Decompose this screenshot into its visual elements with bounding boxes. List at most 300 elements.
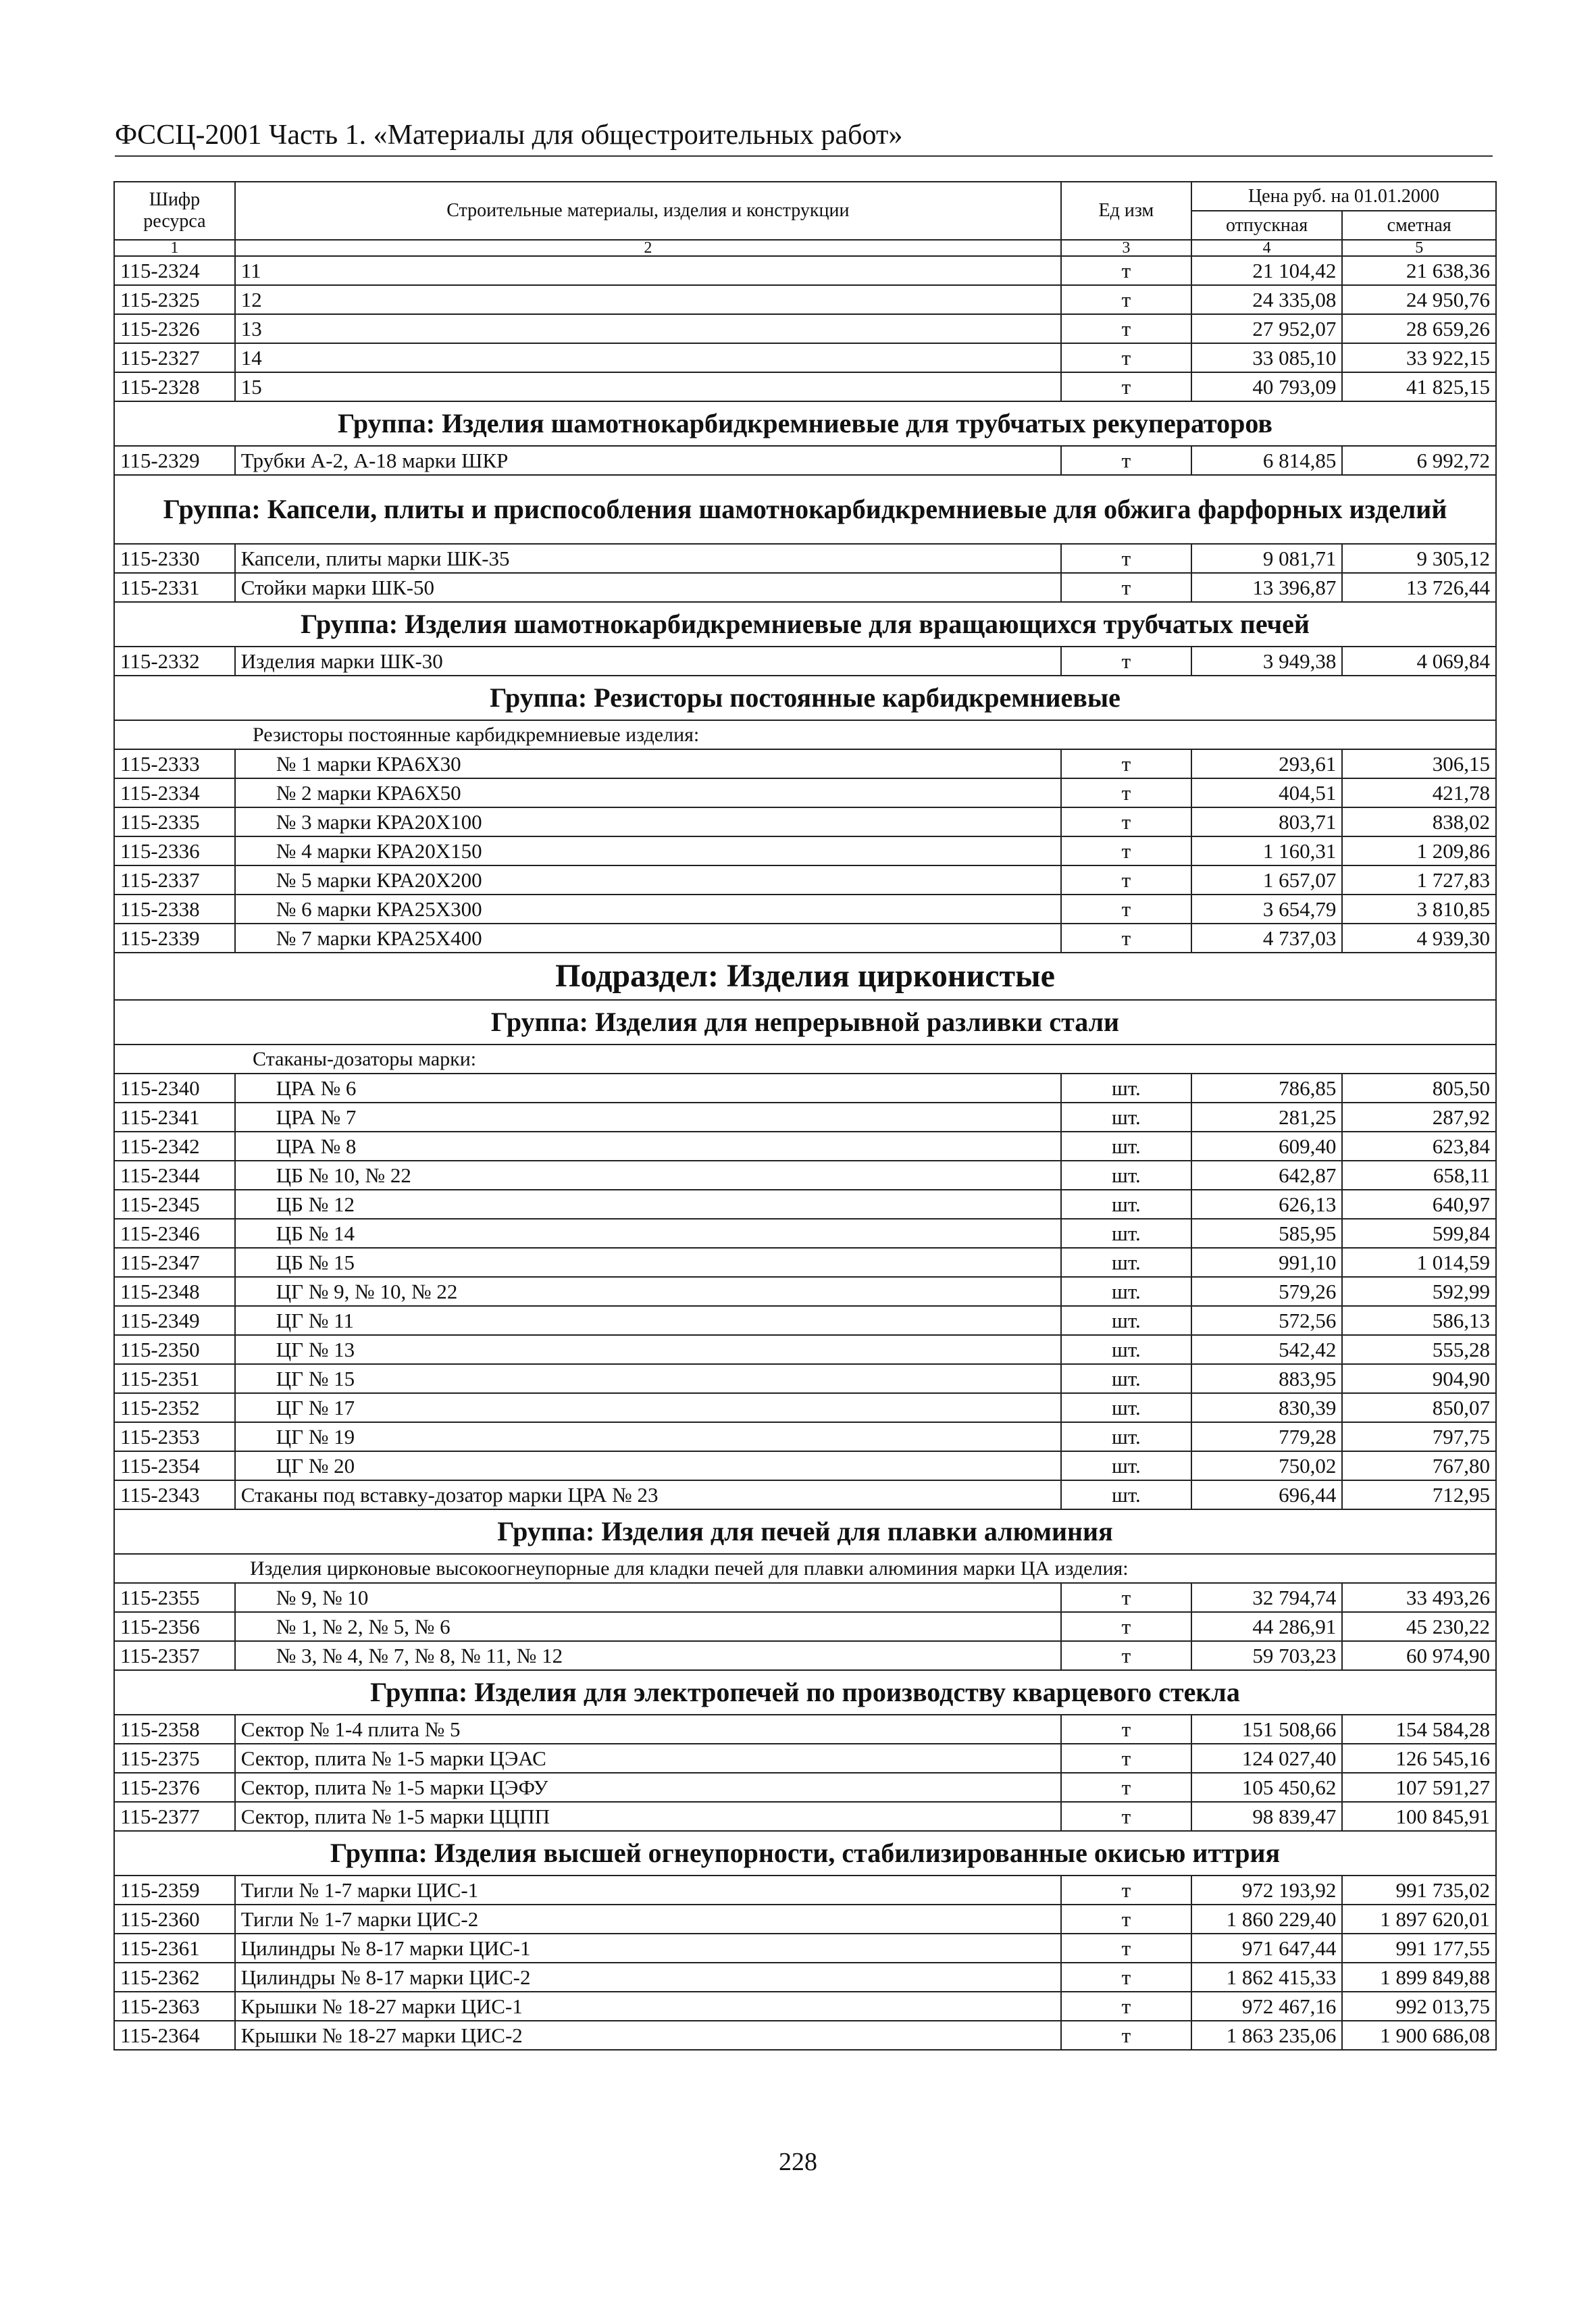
table-row: [114, 1161, 1496, 1190]
price-release: 642,87: [1191, 1161, 1342, 1190]
price-release: 579,26: [1191, 1277, 1342, 1306]
price-release: 779,28: [1191, 1422, 1342, 1451]
table-row: [114, 544, 1496, 573]
table-row: [114, 1963, 1496, 1992]
unit: шт.: [1061, 1480, 1191, 1509]
unit: т: [1061, 372, 1191, 401]
group-row: [114, 1670, 1496, 1715]
subsection-row: [114, 953, 1496, 1000]
price-estimate: 60 974,90: [1342, 1641, 1496, 1670]
resource-code: 115-2348: [114, 1277, 235, 1306]
group-title: Группа: Изделия шамотнокарбидкремниевые для вращающихся трубчатых печей: [114, 602, 1496, 647]
group-title: Группа: Изделия высшей огнеупорности, стабилизированные окисью иттрия: [114, 1831, 1496, 1876]
price-release: 572,56: [1191, 1306, 1342, 1335]
price-estimate: 4 939,30: [1342, 924, 1496, 953]
unit: шт.: [1061, 1190, 1191, 1219]
unit: т: [1061, 544, 1191, 573]
unit: шт.: [1061, 1364, 1191, 1393]
resource-code: 115-2360: [114, 1905, 235, 1934]
group-title: Группа: Изделия для электропечей по производству кварцевого стекла: [114, 1670, 1496, 1715]
table-row: [114, 1306, 1496, 1335]
price-estimate: 1 897 620,01: [1342, 1905, 1496, 1934]
group-row: [114, 401, 1496, 446]
material-name: Стойки марки ШК-50: [235, 573, 1061, 602]
table-row: [114, 1422, 1496, 1451]
unit: т: [1061, 1934, 1191, 1963]
price-estimate: 41 825,15: [1342, 372, 1496, 401]
price-release: 696,44: [1191, 1480, 1342, 1509]
resource-code: 115-2333: [114, 749, 235, 778]
material-name: ЦБ № 15: [235, 1248, 1061, 1277]
price-estimate: 992 013,75: [1342, 1992, 1496, 2021]
unit: т: [1061, 285, 1191, 314]
resource-code: 115-2358: [114, 1715, 235, 1744]
price-estimate: 658,11: [1342, 1161, 1496, 1190]
price-release: 3 949,38: [1191, 647, 1342, 676]
table-row: [114, 1103, 1496, 1132]
price-estimate: 712,95: [1342, 1480, 1496, 1509]
unit: т: [1061, 836, 1191, 865]
group-row: [114, 676, 1496, 720]
unit: т: [1061, 1963, 1191, 1992]
resource-code: 115-2347: [114, 1248, 235, 1277]
group-title: Группа: Капсели, плиты и приспособления шамотнокарбидкремниевые для обжига фарфорных изделий: [114, 475, 1496, 544]
resource-code: 115-2362: [114, 1963, 235, 1992]
price-estimate: 640,97: [1342, 1190, 1496, 1219]
price-release: 972 193,92: [1191, 1876, 1342, 1905]
group-title: Группа: Изделия шамотнокарбидкремниевые для трубчатых рекуператоров: [114, 401, 1496, 446]
price-estimate: 767,80: [1342, 1451, 1496, 1480]
material-name: ЦГ № 13: [235, 1335, 1061, 1364]
table-row: [114, 285, 1496, 314]
price-release: 44 286,91: [1191, 1612, 1342, 1641]
table-row: [114, 372, 1496, 401]
resource-code: 115-2342: [114, 1132, 235, 1161]
table-row: [114, 895, 1496, 924]
resource-code: 115-2334: [114, 778, 235, 807]
group-row: [114, 1000, 1496, 1045]
resource-code: 115-2377: [114, 1802, 235, 1831]
note-row: [114, 1554, 1496, 1583]
material-name: № 4 марки КРА20Х150: [235, 836, 1061, 865]
price-estimate: 287,92: [1342, 1103, 1496, 1132]
material-name: № 3 марки КРА20Х100: [235, 807, 1061, 836]
price-estimate: 592,99: [1342, 1277, 1496, 1306]
resource-code: 115-2330: [114, 544, 235, 573]
material-name: ЦГ № 15: [235, 1364, 1061, 1393]
price-estimate: 586,13: [1342, 1306, 1496, 1335]
price-estimate: 1 014,59: [1342, 1248, 1496, 1277]
resource-code: 115-2364: [114, 2021, 235, 2050]
price-release: 13 396,87: [1191, 573, 1342, 602]
table-row: [114, 446, 1496, 475]
resource-code: 115-2356: [114, 1612, 235, 1641]
price-estimate: 28 659,26: [1342, 314, 1496, 343]
unit: шт.: [1061, 1451, 1191, 1480]
table-row: [114, 1744, 1496, 1773]
unit: т: [1061, 1876, 1191, 1905]
table-row: [114, 778, 1496, 807]
price-release: 626,13: [1191, 1190, 1342, 1219]
material-name: 11: [235, 256, 1061, 285]
material-name: 15: [235, 372, 1061, 401]
resource-code: 115-2325: [114, 285, 235, 314]
price-release: 3 654,79: [1191, 895, 1342, 924]
unit: т: [1061, 924, 1191, 953]
resource-code: 115-2341: [114, 1103, 235, 1132]
unit: шт.: [1061, 1248, 1191, 1277]
material-name: № 7 марки КРА25Х400: [235, 924, 1061, 953]
resource-code: 115-2353: [114, 1422, 235, 1451]
price-release: 972 467,16: [1191, 1992, 1342, 2021]
unit: т: [1061, 1802, 1191, 1831]
table-row: [114, 573, 1496, 602]
material-name: ЦБ № 12: [235, 1190, 1061, 1219]
price-release: 27 952,07: [1191, 314, 1342, 343]
price-estimate: 107 591,27: [1342, 1773, 1496, 1802]
price-release: 542,42: [1191, 1335, 1342, 1364]
col-header-price-estimate: сметная: [1342, 211, 1496, 240]
table-row: [114, 343, 1496, 372]
table-body: [114, 256, 1496, 2050]
material-name: ЦРА № 6: [235, 1074, 1061, 1103]
material-name: Сектор, плита № 1-5 марки ЦЭАС: [235, 1744, 1061, 1773]
group-title: Группа: Изделия для печей для плавки алюминия: [114, 1509, 1496, 1554]
resource-code: 115-2335: [114, 807, 235, 836]
resource-code: 115-2354: [114, 1451, 235, 1480]
unit: т: [1061, 1905, 1191, 1934]
resource-code: 115-2351: [114, 1364, 235, 1393]
group-row: [114, 475, 1496, 544]
price-release: 281,25: [1191, 1103, 1342, 1132]
resource-code: 115-2336: [114, 836, 235, 865]
resource-code: 115-2328: [114, 372, 235, 401]
unit: т: [1061, 2021, 1191, 2050]
table-row: [114, 1451, 1496, 1480]
material-name: ЦГ № 19: [235, 1422, 1061, 1451]
table-row: [114, 1219, 1496, 1248]
table-row: [114, 1934, 1496, 1963]
price-estimate: 306,15: [1342, 749, 1496, 778]
price-release: 1 657,07: [1191, 865, 1342, 895]
price-estimate: 1 209,86: [1342, 836, 1496, 865]
material-name: ЦГ № 20: [235, 1451, 1061, 1480]
table-row: [114, 865, 1496, 895]
table-row: [114, 1132, 1496, 1161]
resource-code: 115-2324: [114, 256, 235, 285]
group-row: [114, 1509, 1496, 1554]
price-release: 59 703,23: [1191, 1641, 1342, 1670]
price-estimate: 623,84: [1342, 1132, 1496, 1161]
price-estimate: 1 899 849,88: [1342, 1963, 1496, 1992]
material-name: Сектор, плита № 1-5 марки ЦЦПП: [235, 1802, 1061, 1831]
price-estimate: 13 726,44: [1342, 573, 1496, 602]
material-name: Крышки № 18-27 марки ЦИС-2: [235, 2021, 1061, 2050]
material-name: 13: [235, 314, 1061, 343]
price-release: 1 863 235,06: [1191, 2021, 1342, 2050]
price-release: 33 085,10: [1191, 343, 1342, 372]
note-text: Изделия цирконовые высокоогнеупорные для кладки печей для плавки алюминия марки ЦА изделия:: [114, 1554, 1496, 1583]
resource-code: 115-2375: [114, 1744, 235, 1773]
price-release: 4 737,03: [1191, 924, 1342, 953]
table-row: [114, 1393, 1496, 1422]
material-name: ЦГ № 11: [235, 1306, 1061, 1335]
unit: т: [1061, 1612, 1191, 1641]
table-row: [114, 1612, 1496, 1641]
table-row: [114, 1641, 1496, 1670]
price-release: 786,85: [1191, 1074, 1342, 1103]
price-release: 991,10: [1191, 1248, 1342, 1277]
price-estimate: 4 069,84: [1342, 647, 1496, 676]
unit: т: [1061, 573, 1191, 602]
resource-code: 115-2345: [114, 1190, 235, 1219]
price-estimate: 6 992,72: [1342, 446, 1496, 475]
price-release: 151 508,66: [1191, 1715, 1342, 1744]
price-release: 1 862 415,33: [1191, 1963, 1342, 1992]
table-row: [114, 1876, 1496, 1905]
price-estimate: 838,02: [1342, 807, 1496, 836]
price-release: 803,71: [1191, 807, 1342, 836]
note-text: Резисторы постоянные карбидкремниевые изделия:: [114, 720, 1496, 749]
table-row: [114, 647, 1496, 676]
price-estimate: 154 584,28: [1342, 1715, 1496, 1744]
resource-code: 115-2343: [114, 1480, 235, 1509]
page-header: ФССЦ-2001 Часть 1. «Материалы для общестроительных работ»: [115, 116, 1493, 157]
price-estimate: 904,90: [1342, 1364, 1496, 1393]
material-name: № 1 марки КРА6Х30: [235, 749, 1061, 778]
resource-code: 115-2338: [114, 895, 235, 924]
unit: шт.: [1061, 1161, 1191, 1190]
price-estimate: 555,28: [1342, 1335, 1496, 1364]
table-row: [114, 1715, 1496, 1744]
unit: т: [1061, 865, 1191, 895]
material-name: Тигли № 1-7 марки ЦИС-2: [235, 1905, 1061, 1934]
material-name: 14: [235, 343, 1061, 372]
price-estimate: 1 727,83: [1342, 865, 1496, 895]
resource-code: 115-2326: [114, 314, 235, 343]
price-release: 6 814,85: [1191, 446, 1342, 475]
group-row: [114, 602, 1496, 647]
table-row: [114, 1074, 1496, 1103]
price-estimate: 805,50: [1342, 1074, 1496, 1103]
price-release: 24 335,08: [1191, 285, 1342, 314]
price-release: 971 647,44: [1191, 1934, 1342, 1963]
price-release: 40 793,09: [1191, 372, 1342, 401]
group-row: [114, 1831, 1496, 1876]
resource-code: 115-2352: [114, 1393, 235, 1422]
material-name: Стаканы под вставку-дозатор марки ЦРА № 23: [235, 1480, 1061, 1509]
material-name: Трубки А-2, А-18 марки ШКР: [235, 446, 1061, 475]
note-row: [114, 720, 1496, 749]
table-row: [114, 836, 1496, 865]
price-estimate: 21 638,36: [1342, 256, 1496, 285]
table-row: [114, 1190, 1496, 1219]
resource-code: 115-2327: [114, 343, 235, 372]
unit: шт.: [1061, 1393, 1191, 1422]
material-name: № 5 марки КРА20Х200: [235, 865, 1061, 895]
unit: т: [1061, 1715, 1191, 1744]
unit: т: [1061, 343, 1191, 372]
resource-code: 115-2332: [114, 647, 235, 676]
unit: т: [1061, 1773, 1191, 1802]
resource-code: 115-2350: [114, 1335, 235, 1364]
material-name: Тигли № 1-7 марки ЦИС-1: [235, 1876, 1061, 1905]
material-name: 12: [235, 285, 1061, 314]
material-name: № 6 марки КРА25Х300: [235, 895, 1061, 924]
table-row: [114, 1480, 1496, 1509]
price-release: 9 081,71: [1191, 544, 1342, 573]
resource-code: 115-2339: [114, 924, 235, 953]
col-header-price-group: Цена руб. на 01.01.2000: [1191, 182, 1496, 211]
col-number: 2: [235, 240, 1061, 256]
price-estimate: 100 845,91: [1342, 1802, 1496, 1831]
unit: шт.: [1061, 1335, 1191, 1364]
price-estimate: 991 177,55: [1342, 1934, 1496, 1963]
unit: т: [1061, 749, 1191, 778]
unit: шт.: [1061, 1422, 1191, 1451]
price-release: 1 160,31: [1191, 836, 1342, 865]
table-row: [114, 924, 1496, 953]
unit: шт.: [1061, 1103, 1191, 1132]
price-release: 32 794,74: [1191, 1583, 1342, 1612]
material-name: ЦРА № 7: [235, 1103, 1061, 1132]
material-name: № 9, № 10: [235, 1583, 1061, 1612]
material-name: ЦБ № 14: [235, 1219, 1061, 1248]
price-estimate: 9 305,12: [1342, 544, 1496, 573]
resource-code: 115-2361: [114, 1934, 235, 1963]
table-row: [114, 807, 1496, 836]
col-number: 4: [1191, 240, 1342, 256]
col-header-price-release: отпускная: [1191, 211, 1342, 240]
col-header-code: Шифр ресурса: [114, 182, 235, 240]
material-name: Цилиндры № 8-17 марки ЦИС-2: [235, 1963, 1061, 1992]
table-row: [114, 1277, 1496, 1306]
table-row: [114, 1364, 1496, 1393]
price-release: 21 104,42: [1191, 256, 1342, 285]
price-release: 750,02: [1191, 1451, 1342, 1480]
unit: т: [1061, 647, 1191, 676]
table-row: [114, 1335, 1496, 1364]
note-row: [114, 1045, 1496, 1074]
unit: т: [1061, 256, 1191, 285]
group-title: Группа: Изделия для непрерывной разливки стали: [114, 1000, 1496, 1045]
material-name: ЦГ № 17: [235, 1393, 1061, 1422]
resource-code: 115-2376: [114, 1773, 235, 1802]
unit: шт.: [1061, 1306, 1191, 1335]
unit: шт.: [1061, 1219, 1191, 1248]
price-release: 830,39: [1191, 1393, 1342, 1422]
material-name: Крышки № 18-27 марки ЦИС-1: [235, 1992, 1061, 2021]
table-header: [114, 182, 1496, 256]
price-estimate: 33 493,26: [1342, 1583, 1496, 1612]
resource-code: 115-2349: [114, 1306, 235, 1335]
table-row: [114, 1802, 1496, 1831]
resource-code: 115-2363: [114, 1992, 235, 2021]
col-header-name: Строительные материалы, изделия и конструкции: [235, 182, 1061, 240]
price-estimate: 991 735,02: [1342, 1876, 1496, 1905]
price-estimate: 797,75: [1342, 1422, 1496, 1451]
unit: т: [1061, 895, 1191, 924]
unit: т: [1061, 1992, 1191, 2021]
unit: т: [1061, 1744, 1191, 1773]
table-row: [114, 2021, 1496, 2050]
material-name: № 2 марки КРА6Х50: [235, 778, 1061, 807]
price-estimate: 3 810,85: [1342, 895, 1496, 924]
price-release: 883,95: [1191, 1364, 1342, 1393]
material-name: Сектор № 1-4 плита № 5: [235, 1715, 1061, 1744]
price-estimate: 850,07: [1342, 1393, 1496, 1422]
unit: т: [1061, 807, 1191, 836]
unit: шт.: [1061, 1277, 1191, 1306]
table-row: [114, 1773, 1496, 1802]
resource-code: 115-2359: [114, 1876, 235, 1905]
material-name: Цилиндры № 8-17 марки ЦИС-1: [235, 1934, 1061, 1963]
price-estimate: 24 950,76: [1342, 285, 1496, 314]
table-row: [114, 1583, 1496, 1612]
resource-code: 115-2346: [114, 1219, 235, 1248]
table-row: [114, 1992, 1496, 2021]
table-row: [114, 749, 1496, 778]
material-name: № 1, № 2, № 5, № 6: [235, 1612, 1061, 1641]
subsection-title: Подраздел: Изделия цирконистые: [114, 953, 1496, 1000]
price-release: 609,40: [1191, 1132, 1342, 1161]
unit: т: [1061, 314, 1191, 343]
price-release: 404,51: [1191, 778, 1342, 807]
material-name: Изделия марки ШК-30: [235, 647, 1061, 676]
material-name: Сектор, плита № 1-5 марки ЦЭФУ: [235, 1773, 1061, 1802]
unit: шт.: [1061, 1132, 1191, 1161]
material-name: Капсели, плиты марки ШК-35: [235, 544, 1061, 573]
unit: шт.: [1061, 1074, 1191, 1103]
table-row: [114, 256, 1496, 285]
material-name: № 3, № 4, № 7, № 8, № 11, № 12: [235, 1641, 1061, 1670]
resource-code: 115-2344: [114, 1161, 235, 1190]
price-estimate: 126 545,16: [1342, 1744, 1496, 1773]
price-release: 105 450,62: [1191, 1773, 1342, 1802]
resource-code: 115-2331: [114, 573, 235, 602]
note-text: Стаканы-дозаторы марки:: [114, 1045, 1496, 1074]
resource-code: 115-2355: [114, 1583, 235, 1612]
price-release: 124 027,40: [1191, 1744, 1342, 1773]
price-release: 293,61: [1191, 749, 1342, 778]
price-estimate: 1 900 686,08: [1342, 2021, 1496, 2050]
price-estimate: 421,78: [1342, 778, 1496, 807]
price-estimate: 33 922,15: [1342, 343, 1496, 372]
unit: т: [1061, 1641, 1191, 1670]
resource-code: 115-2340: [114, 1074, 235, 1103]
unit: т: [1061, 446, 1191, 475]
col-number: 1: [114, 240, 235, 256]
price-estimate: 45 230,22: [1342, 1612, 1496, 1641]
resource-code: 115-2357: [114, 1641, 235, 1670]
price-estimate: 599,84: [1342, 1219, 1496, 1248]
col-number: 5: [1342, 240, 1496, 256]
col-number: 3: [1061, 240, 1191, 256]
price-release: 98 839,47: [1191, 1802, 1342, 1831]
price-table: [113, 181, 1497, 2051]
unit: т: [1061, 1583, 1191, 1612]
price-release: 1 860 229,40: [1191, 1905, 1342, 1934]
col-header-unit: Ед изм: [1061, 182, 1191, 240]
unit: т: [1061, 778, 1191, 807]
resource-code: 115-2329: [114, 446, 235, 475]
material-name: ЦБ № 10, № 22: [235, 1161, 1061, 1190]
price-release: 585,95: [1191, 1219, 1342, 1248]
resource-code: 115-2337: [114, 865, 235, 895]
table-row: [114, 1248, 1496, 1277]
page-number: 228: [779, 2148, 817, 2176]
material-name: ЦРА № 8: [235, 1132, 1061, 1161]
